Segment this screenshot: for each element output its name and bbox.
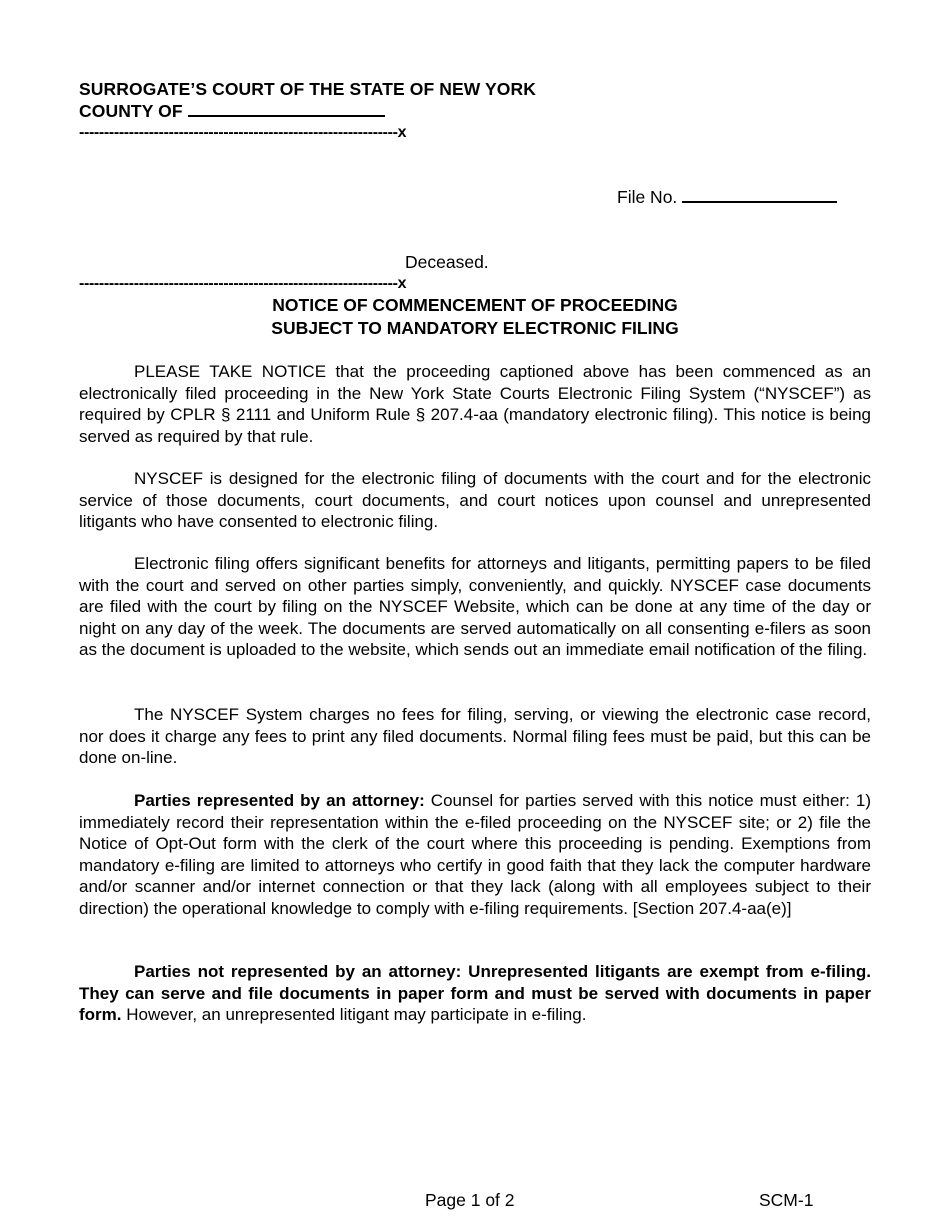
caption-separator-top: ----------------------------------------------------------------x	[79, 124, 407, 141]
county-line	[79, 101, 385, 122]
paragraph-no-fees: The NYSCEF System charges no fees for filing, serving, or viewing the electronic case record, nor does it charge any fees to print any filed documents. Normal filing fees must be paid, but this can be done on-line.	[79, 705, 871, 768]
unrepresented-bold-text: Parties not represented by an attorney: Unrepresented litigants are exempt from e-filing. They can serve and file documents in paper form and must be served with documents in paper form.	[79, 962, 871, 1025]
notice-title-line1: NOTICE OF COMMENCEMENT OF PROCEEDING	[272, 295, 678, 315]
deceased-label: Deceased.	[405, 252, 489, 272]
form-code: SCM-1	[759, 1190, 814, 1210]
file-no-field	[617, 187, 837, 208]
file-no-label: File No.	[617, 187, 678, 207]
unrepresented-text: However, an unrepresented litigant may participate in e-filing.	[121, 1005, 587, 1025]
county-label: COUNTY OF	[79, 101, 183, 121]
file-no-blank	[682, 187, 837, 203]
court-name-line: SURROGATE’S COURT OF THE STATE OF NEW YORK	[79, 79, 536, 99]
paragraph-represented-parties	[79, 790, 871, 920]
caption-separator-bottom: ----------------------------------------------------------------x	[79, 275, 407, 292]
paragraph-unrepresented-parties	[79, 961, 871, 1026]
county-blank	[188, 101, 385, 117]
paragraph-nyscef-design: NYSCEF is designed for the electronic filing of documents with the court and for the electronic service of those documents, court documents, and court notices upon counsel and unrepresented litigants who have consented to electronic filing.	[79, 469, 871, 532]
page-number: Page 1 of 2	[425, 1190, 515, 1210]
represented-heading: Parties represented by an attorney:	[134, 791, 425, 810]
represented-text: Counsel for parties served with this notice must either: 1) immediately record their representation within the e-filed proceeding on the NYSCEF site; or 2) file the Notice of Opt-Out form with the clerk of the court where this proceeding is pending. Exemptions from mandatory e-filing are limited to attorneys who certify in good faith that they lack the computer hardware and/or scanner and/or internet connection or that they lack (along with all employees subject to their direction) the operational knowledge to comply with e-filing requirements. [Section 207.4-aa(e)]	[79, 791, 871, 918]
notice-title-line2: SUBJECT TO MANDATORY ELECTRONIC FILING	[271, 318, 679, 338]
paragraph-benefits: Electronic filing offers significant benefits for attorneys and litigants, permitting papers to be filed with the court and served on other parties simply, conveniently, and quickly. NYSCEF case documents are filed with the court by filing on the NYSCEF Website, which can be done at any time of the day or night on any day of the week. The documents are served automatically on all consenting e-filers as soon as the document is uploaded to the website, which sends out an immediate email notification of the filing.	[79, 554, 871, 660]
paragraph-please-take-notice: PLEASE TAKE NOTICE that the proceeding captioned above has been commenced as an electronically filed proceeding in the New York State Courts Electronic Filing System (“NYSCEF”) as required by CPLR § 2111 and Uniform Rule § 207.4-aa (mandatory electronic filing). This notice is being served as required by that rule.	[79, 362, 871, 446]
